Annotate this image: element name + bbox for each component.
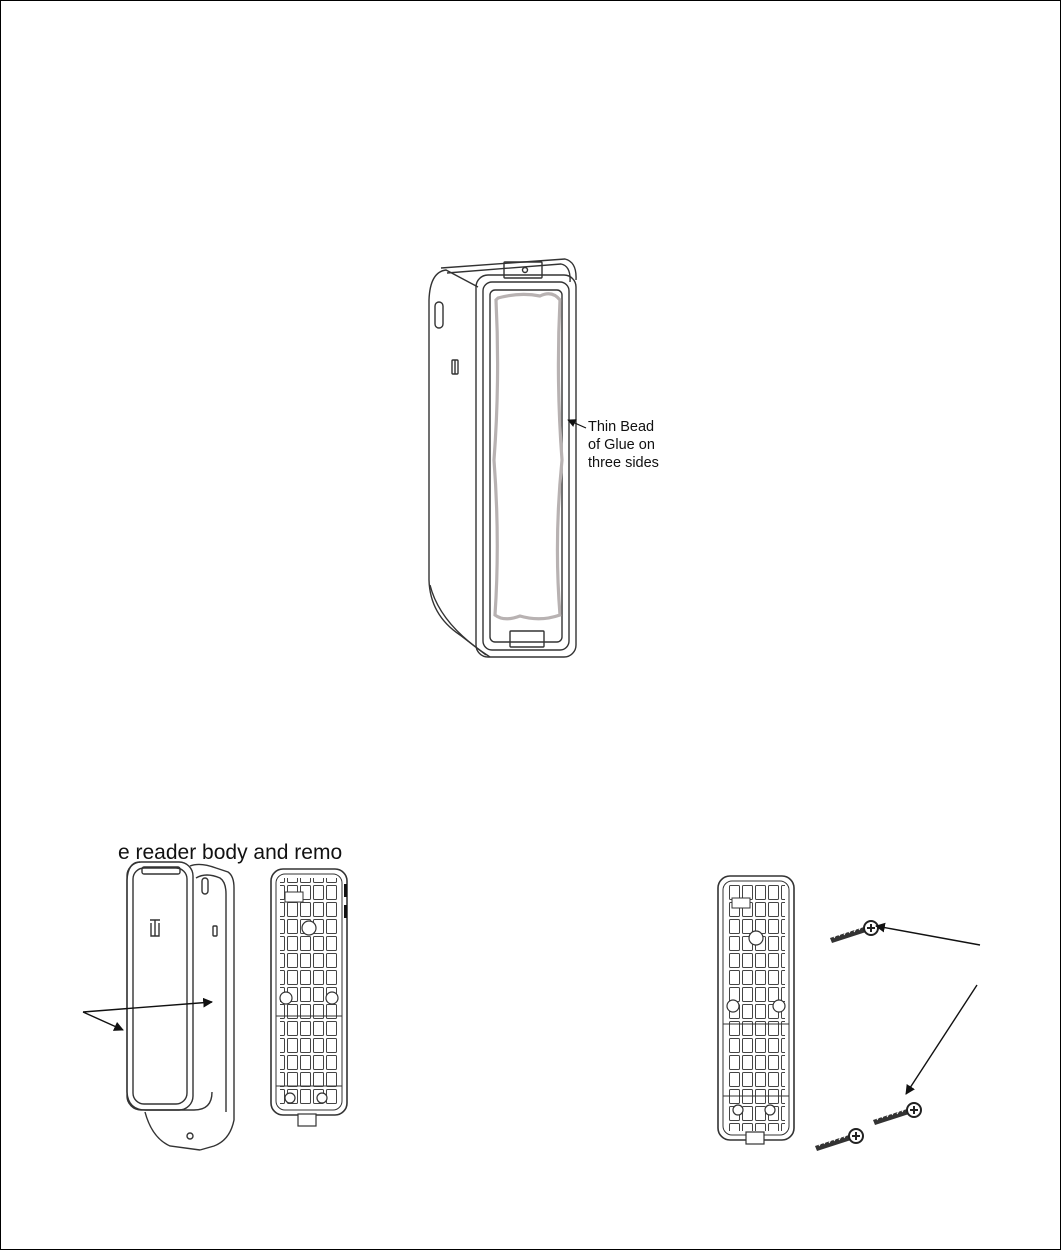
housing-front-inner [133,868,187,1104]
housing-lock-icon [150,920,160,936]
cut-off-text-marks [344,884,356,930]
arrow-icon [83,1012,123,1030]
text-mark [344,905,347,918]
screw-icon [815,1129,863,1151]
callout-line: three sides [588,455,659,471]
glue-callout [588,418,698,472]
back-plate-illustration [271,869,347,1126]
callout-line: of Glue on [588,437,655,453]
back-plate-screws-illustration [718,876,794,1144]
side-led-window [435,302,443,328]
screw-icon [873,1103,921,1125]
top-latch-hole [523,268,528,273]
housing-front-frame-well [490,290,562,642]
text-mark [344,884,347,897]
glue-bead [494,294,562,619]
screw-arrows [876,926,980,1094]
bottom-latch [510,631,544,647]
cut-off-caption [118,838,356,864]
reader-housing-small-illustration [127,862,234,1150]
housing-front-outer [127,862,193,1110]
reader-housing-illustration [429,259,576,657]
glue-callout-arrow [568,420,586,428]
caption-fragment: e reader body and remo [118,841,343,864]
arrow-icon [906,985,977,1094]
callout-line: Thin Bead [588,419,655,435]
arrow-icon [876,926,980,945]
screw-icon [830,921,878,943]
housing-bottom-curve [430,585,490,657]
